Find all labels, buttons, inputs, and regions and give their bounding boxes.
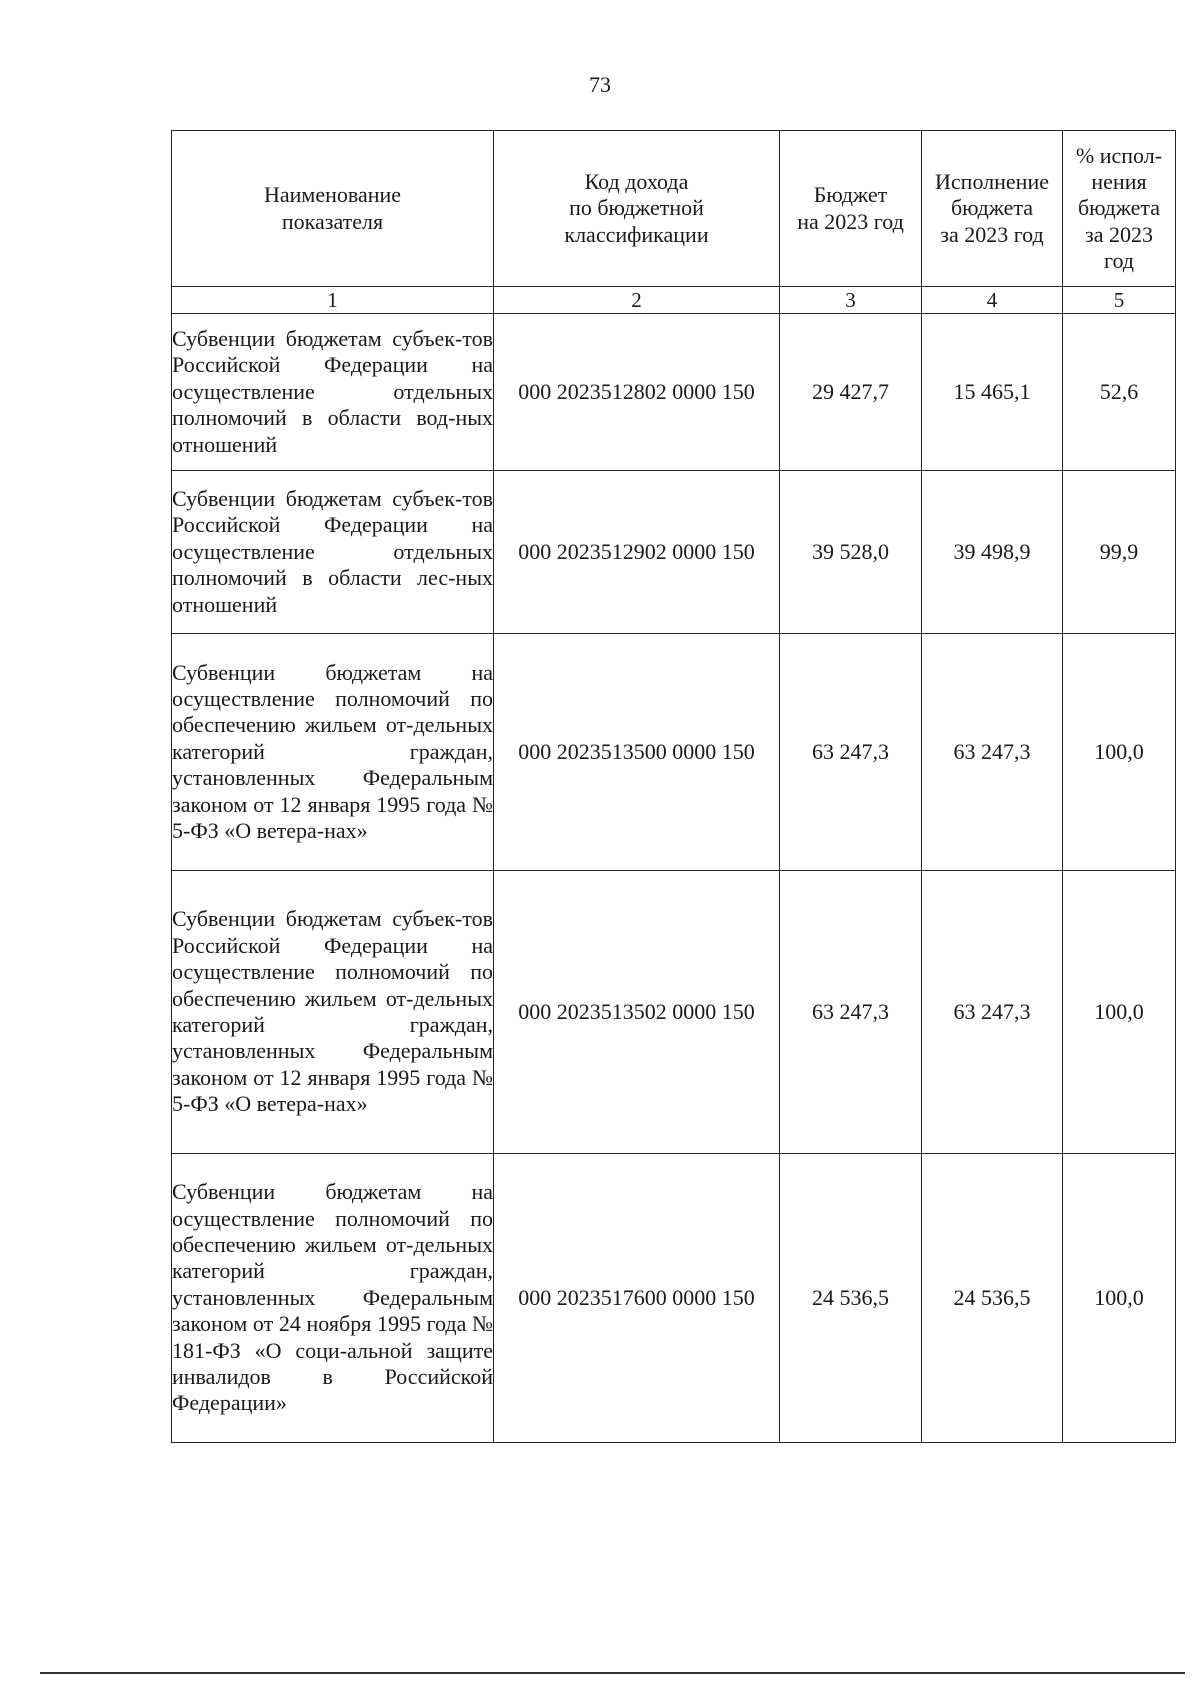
table-row [172,634,1176,871]
indicator-name-cell: Субвенции бюджетам субъек-тов Российской Федерации на осуществление отдельных полномочий в области вод-ных отношений [172,314,494,471]
income-code-cell: 000 2023512802 0000 150 [494,314,780,471]
income-code-cell: 000 2023517600 0000 150 [494,1154,780,1443]
bottom-divider [40,1672,1185,1674]
column-number: 2 [494,287,780,314]
page-number: 73 [589,72,611,97]
header-row [172,131,1176,287]
income-code-cell: 000 2023513500 0000 150 [494,634,780,871]
budget-cell: 63 247,3 [780,634,922,871]
percent-cell: 100,0 [1063,634,1176,871]
percent-cell: 99,9 [1063,471,1176,634]
table-row [172,471,1176,634]
percent-cell: 100,0 [1063,1154,1176,1443]
column-number: 5 [1063,287,1176,314]
execution-cell: 63 247,3 [922,871,1063,1154]
column-number: 4 [922,287,1063,314]
budget-cell: 24 536,5 [780,1154,922,1443]
indicator-name-cell: Субвенции бюджетам субъек-тов Российской Федерации на осуществление полномочий по обеспечению жильем от-дельных категорий граждан, установленных Федеральным законом от 12 января 1995 года № 5-ФЗ «О ветера-нах» [172,871,494,1154]
execution-cell: 24 536,5 [922,1154,1063,1443]
column-number: 1 [172,287,494,314]
budget-cell: 29 427,7 [780,314,922,471]
header-income-code: Код дохода по бюджетной классификации [494,131,780,287]
indicator-name-cell: Субвенции бюджетам на осуществление полномочий по обеспечению жильем от-дельных категорий граждан, установленных Федеральным законом от 24 ноября 1995 года № 181-ФЗ «О соци-альной защите инвалидов в Российской Федерации» [172,1154,494,1443]
header-budget-2023: Бюджет на 2023 год [780,131,922,287]
execution-cell: 39 498,9 [922,471,1063,634]
execution-cell: 15 465,1 [922,314,1063,471]
budget-cell: 39 528,0 [780,471,922,634]
indicator-name-cell: Субвенции бюджетам субъек-тов Российской Федерации на осуществление отдельных полномочий в области лес-ных отношений [172,471,494,634]
percent-cell: 100,0 [1063,871,1176,1154]
income-code-cell: 000 2023512902 0000 150 [494,471,780,634]
column-number-row [172,287,1176,314]
indicator-name-cell: Субвенции бюджетам на осуществление полномочий по обеспечению жильем от-дельных категорий граждан, установленных Федеральным законом от 12 января 1995 года № 5-ФЗ «О ветера-нах» [172,634,494,871]
header-indicator-name: Наименование показателя [172,131,494,287]
column-number: 3 [780,287,922,314]
header-execution-2023: Исполнение бюджета за 2023 год [922,131,1063,287]
table-row [172,871,1176,1154]
table-row [172,1154,1176,1443]
budget-execution-table [171,130,1176,1443]
income-code-cell: 000 2023513502 0000 150 [494,871,780,1154]
percent-cell: 52,6 [1063,314,1176,471]
table-row [172,314,1176,471]
budget-cell: 63 247,3 [780,871,922,1154]
execution-cell: 63 247,3 [922,634,1063,871]
header-execution-percent: % испол- нения бюджета за 2023 год [1063,131,1176,287]
